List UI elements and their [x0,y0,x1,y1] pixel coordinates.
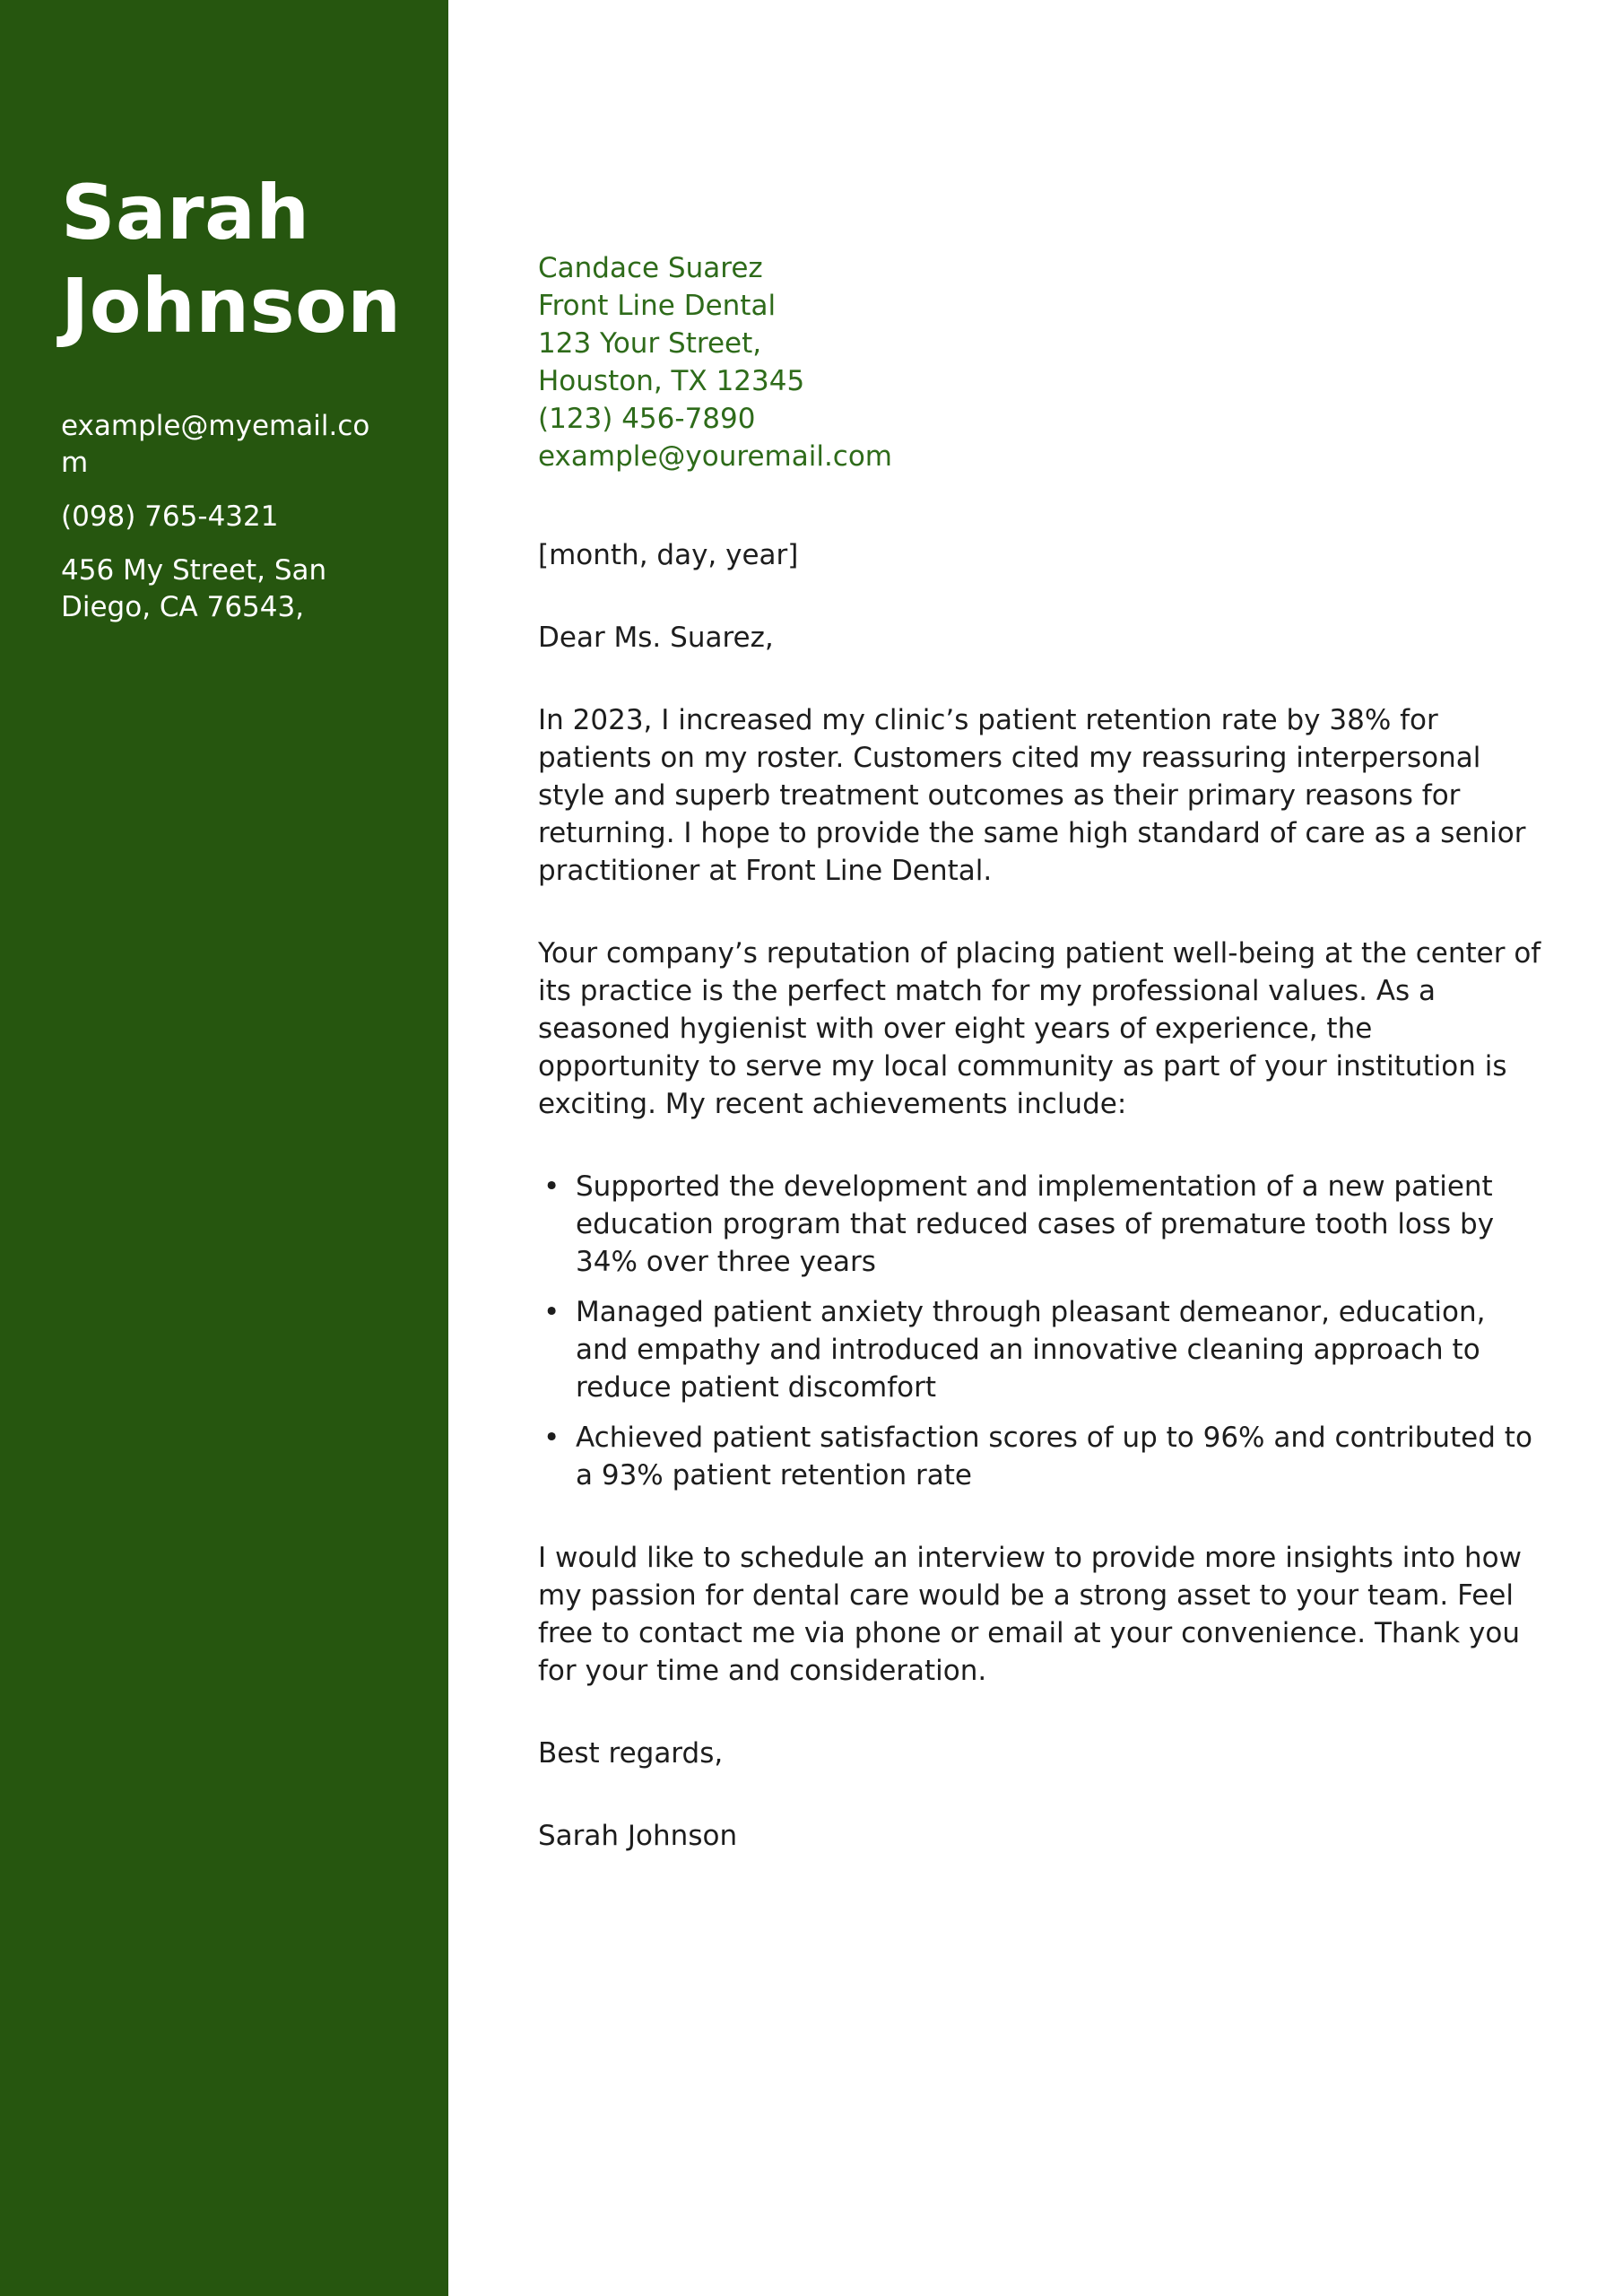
achievement-text: Achieved patient satisfaction scores of up to 96% and contributed to a 93% patient retention rate [576,1422,1532,1492]
achievements-list [538,1168,1542,1494]
signoff: Best regards, [538,1737,724,1770]
applicant-last-name: Johnson [61,262,402,350]
recipient-company: Front Line Dental [538,290,777,322]
achievement-text: Supported the development and implementation of a new patient education program that reduced cases of premature tooth loss by 34% over three years [576,1170,1495,1278]
applicant-first-name: Sarah [61,169,310,257]
applicant-phone: (098) 765-4321 [61,500,279,533]
letter-date: [month, day, year] [538,539,799,571]
bullet-icon: • [543,1422,560,1454]
applicant-name [61,166,438,352]
recipient-city: Houston, TX 12345 [538,365,805,397]
achievement-text: Managed patient anxiety through pleasant demeanor, education, and empathy and introduced an innovative cleaning approach to reduce patient discomfort [576,1296,1486,1404]
applicant-email: example@myemail.com [61,410,370,479]
bullet-icon: • [543,1170,560,1203]
sidebar [0,0,448,2296]
applicant-address: 456 My Street, San Diego, CA 76543, [61,554,327,623]
recipient-block [538,249,1542,475]
recipient-email: example@youremail.com [538,440,893,473]
list-item [538,1293,1542,1406]
letter-body [538,249,1542,1855]
paragraph-company: Your company’s reputation of placing patient well-being at the center of its practice is the perfect match for my professional values. As a seasoned hygienist with over eight years of experience, the opportunity to serve my local community as part of your institution is exciting. My recent achievements include: [538,937,1541,1120]
recipient-street: 123 Your Street, [538,327,762,360]
bullet-icon: • [543,1296,560,1328]
list-item [538,1168,1542,1281]
salutation: Dear Ms. Suarez, [538,622,774,654]
applicant-contact [61,408,384,643]
signature-name: Sarah Johnson [538,1820,738,1852]
recipient-phone: (123) 456-7890 [538,403,756,435]
list-item [538,1419,1542,1494]
paragraph-intro: In 2023, I increased my clinic’s patient retention rate by 38% for patients on my roster. Customers cited my reassuring interpersonal style and superb treatment outcomes as their primary reasons for returning. I hope to provide the same high standard of care as a senior practitioner at Front Line Dental. [538,704,1526,887]
recipient-name: Candace Suarez [538,252,763,284]
paragraph-closing: I would like to schedule an interview to provide more insights into how my passion for dental care would be a strong asset to your team. Feel free to contact me via phone or email at your convenience. Thank you for your time and consideration. [538,1542,1522,1687]
